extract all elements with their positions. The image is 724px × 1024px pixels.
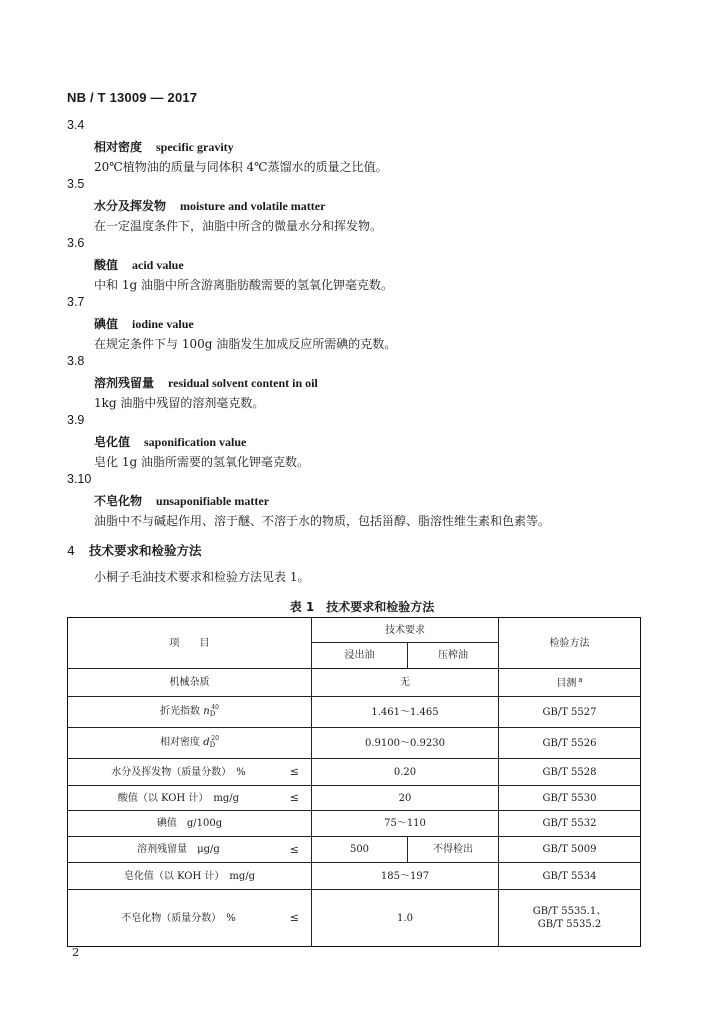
term-title <box>94 256 184 273</box>
table-row <box>68 697 641 728</box>
term-en: iodine value <box>132 317 194 331</box>
row-item: 折光指数 $n_D^{40}$ <box>68 697 312 728</box>
row-value: 0.20 <box>312 759 499 786</box>
page-number: 2 <box>72 945 80 959</box>
less-equal-sign: ≤ <box>289 764 299 778</box>
term-title <box>94 374 318 391</box>
row-item: 酸值（以 KOH 计） mg/g ≤ <box>68 786 312 811</box>
term-en: unsaponifiable matter <box>156 494 270 508</box>
row-value: 无 <box>312 669 499 697</box>
table-row <box>68 786 641 811</box>
term-definition: 皂化 1g 油脂所需要的氢氧化钾毫克数。 <box>94 455 309 469</box>
term-en: saponification value <box>144 435 247 449</box>
term-en: residual solvent content in oil <box>168 376 318 390</box>
section-heading <box>67 541 201 559</box>
section-number: 4 <box>67 543 75 558</box>
term-zh: 水分及挥发物 <box>94 199 167 213</box>
standard-code-header: NB / T 13009 — 2017 <box>67 90 198 105</box>
term-number: 3.5 <box>67 177 85 191</box>
table-row <box>68 759 641 786</box>
term-zh: 皂化值 <box>94 435 131 449</box>
footnote-mark: a <box>578 675 583 684</box>
term-en: specific gravity <box>156 140 234 154</box>
term-zh: 碘值 <box>94 317 119 331</box>
less-equal-sign: ≤ <box>289 842 299 856</box>
row-item: 不皂化物（质量分数） % ≤ <box>68 890 312 947</box>
less-equal-sign: ≤ <box>289 790 299 804</box>
term-number: 3.9 <box>67 413 85 427</box>
row-method: GB/T 5527 <box>499 697 641 728</box>
row-item: 水分及挥发物（质量分数） % ≤ <box>68 759 312 786</box>
table-row <box>68 728 641 759</box>
term-number: 3.6 <box>67 236 85 250</box>
term-title <box>94 315 194 332</box>
header-pressed-oil: 压榨油 <box>408 643 499 669</box>
row-value: 1.0 <box>312 890 499 947</box>
row-value: 20 <box>312 786 499 811</box>
table-title: 技术要求和检验方法 <box>326 600 435 614</box>
term-zh: 溶剂残留量 <box>94 376 155 390</box>
term-zh: 相对密度 <box>94 140 143 154</box>
term-title <box>94 138 234 155</box>
term-title <box>94 433 246 450</box>
term-zh: 酸值 <box>94 258 119 272</box>
row-method: 目测 $^a$ <box>499 669 641 697</box>
less-equal-sign: ≤ <box>289 910 299 924</box>
row-value-extracted: 500 <box>312 837 408 863</box>
row-value: 0.9100～0.9230 <box>312 728 499 759</box>
term-definition: 20℃植物油的质量与同体积 4℃蒸馏水的质量之比值。 <box>94 160 388 174</box>
term-title <box>94 197 325 214</box>
table-row <box>68 863 641 890</box>
term-en: moisture and volatile matter <box>180 199 326 213</box>
section-title: 技术要求和检验方法 <box>88 543 202 558</box>
header-item: 项 目 <box>68 618 312 669</box>
term-number: 3.4 <box>67 118 85 132</box>
section-intro: 小桐子毛油技术要求和检验方法见表 1。 <box>94 570 310 584</box>
table-number: 表 1 <box>289 600 315 614</box>
row-value-pressed: 不得检出 <box>408 837 499 863</box>
header-requirement: 技术要求 <box>312 618 499 643</box>
row-item: 相对密度 $d_D^{20}$ <box>68 728 312 759</box>
term-zh: 不皂化物 <box>94 494 143 508</box>
table-row <box>68 837 641 863</box>
row-value: 1.461～1.465 <box>312 697 499 728</box>
table-row <box>68 890 641 947</box>
row-item: 机械杂质 <box>68 669 312 697</box>
spec-table <box>67 617 641 947</box>
term-number: 3.8 <box>67 354 85 368</box>
table-header-row <box>68 618 641 643</box>
header-method: 检验方法 <box>499 618 641 669</box>
row-method: GB/T 5526 <box>499 728 641 759</box>
row-method: GB/T 5532 <box>499 811 641 837</box>
term-definition: 在规定条件下与 100g 油脂发生加成反应所需碘的克数。 <box>94 337 397 351</box>
term-definition: 1kg 油脂中残留的溶剂毫克数。 <box>94 396 265 410</box>
term-title <box>94 492 269 509</box>
row-method: GB/T 5528 <box>499 759 641 786</box>
table-row <box>68 669 641 697</box>
table-caption <box>0 598 724 615</box>
row-method: GB/T 5535.1、 GB/T 5535.2 <box>499 890 641 947</box>
row-item: 碘值 g/100g <box>68 811 312 837</box>
term-number: 3.10 <box>67 472 92 486</box>
row-value: 75～110 <box>312 811 499 837</box>
row-value: 185～197 <box>312 863 499 890</box>
row-item: 皂化值（以 KOH 计） mg/g <box>68 863 312 890</box>
row-item: 溶剂残留量 μg/g ≤ <box>68 837 312 863</box>
row-method: GB/T 5530 <box>499 786 641 811</box>
term-en: acid value <box>132 258 184 272</box>
table-row <box>68 811 641 837</box>
term-definition: 中和 1g 油脂中所含游离脂肪酸需要的氢氧化钾毫克数。 <box>94 278 393 292</box>
header-extracted-oil: 浸出油 <box>312 643 408 669</box>
term-definition: 在一定温度条件下，油脂中所含的微量水分和挥发物。 <box>94 219 383 233</box>
row-method: GB/T 5009 <box>499 837 641 863</box>
row-method: GB/T 5534 <box>499 863 641 890</box>
term-definition: 油脂中不与碱起作用、溶于醚、不溶于水的物质，包括甾醇、脂溶性维生素和色素等。 <box>94 514 551 528</box>
term-number: 3.7 <box>67 295 85 309</box>
